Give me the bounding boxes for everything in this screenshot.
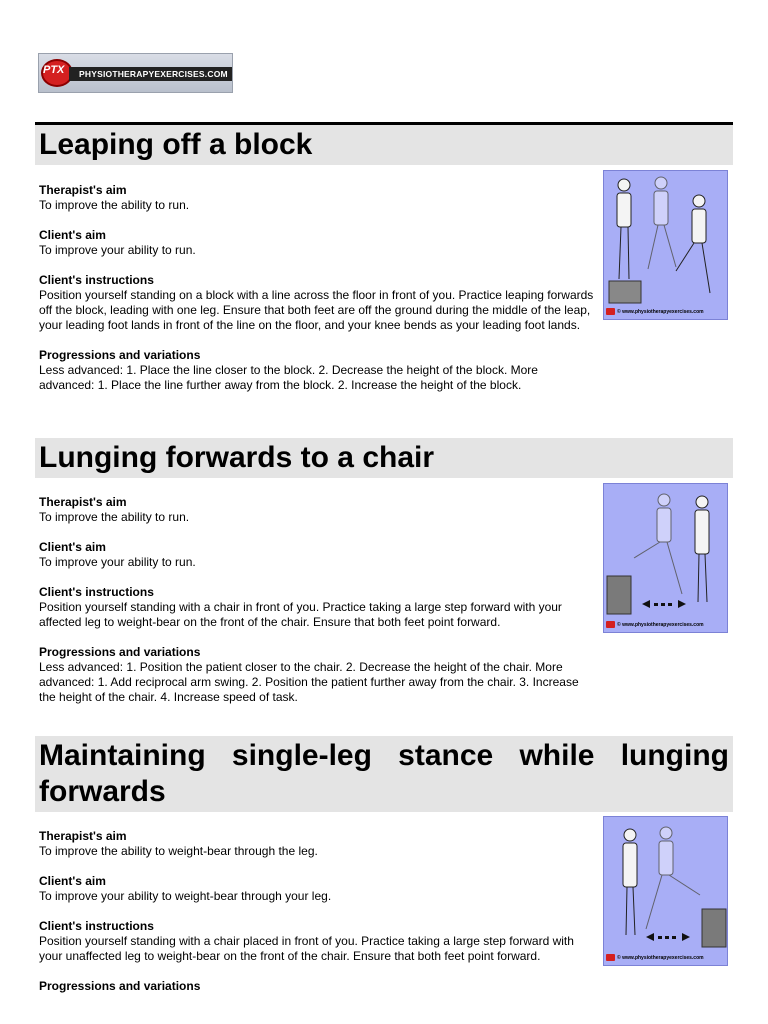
therapist-aim-text: To improve the ability to run. (39, 510, 190, 524)
single-leg-stance-figure-icon (604, 817, 728, 966)
section-title: Maintaining single-leg stance while lunging forwards (35, 736, 733, 812)
therapist-aim-label: Therapist's aim (39, 183, 127, 197)
progressions-label: Progressions and variations (39, 979, 201, 993)
image-credit: © www.physiotherapyexercises.com (606, 954, 724, 963)
exercise-illustration (603, 170, 728, 320)
instructions-text: Position yourself standing on a block with a line across the floor in front of you. Practice leaping forwards off the block, leading with one leg. Ensure that both feet are off the ground during the middle of the leap, your leading foot lands in front of the line on the floor, and your knee bends as your leading foot lands. (39, 288, 594, 332)
progressions-text: Less advanced: 1. Position the patient closer to the chair. 2. Decrease the height of the chair. More advanced: 1. Add reciprocal arm swing. 2. Position the patient further away from the chair. 3. Increase the height of the chair. 4. Increase speed of task. (39, 660, 579, 704)
image-credit: © www.physiotherapyexercises.com (606, 621, 724, 630)
section-title: Lunging forwards to a chair (35, 438, 733, 478)
client-aim-text: To improve your ability to run. (39, 555, 196, 569)
leaping-figure-icon (604, 171, 728, 320)
client-aim-text: To improve your ability to run. (39, 243, 196, 257)
exercise-details (39, 495, 595, 705)
progressions-text: Less advanced: 1. Place the line closer to the block. 2. Decrease the height of the block. More advanced: 1. Place the line further away from the block. 2. Increase the height of the block. (39, 363, 538, 392)
lunging-figure-icon (604, 484, 728, 633)
client-aim-text: To improve your ability to weight-bear through your leg. (39, 889, 332, 903)
instructions-label: Client's instructions (39, 585, 154, 599)
therapist-aim-label: Therapist's aim (39, 829, 127, 843)
therapist-aim-label: Therapist's aim (39, 495, 127, 509)
exercise-details (39, 183, 595, 393)
progressions-label: Progressions and variations (39, 348, 201, 362)
client-aim-label: Client's aim (39, 228, 106, 242)
client-aim-label: Client's aim (39, 874, 106, 888)
instructions-text: Position yourself standing with a chair placed in front of you. Practice taking a large step forward with your unaffected leg to weight-bear on the front of the chair. Ensure that both feet point forward. (39, 934, 574, 963)
ptx-badge-text: PTX (43, 64, 65, 76)
exercise-details (39, 829, 595, 994)
site-logo[interactable] (38, 53, 233, 93)
image-credit: © www.physiotherapyexercises.com (606, 308, 724, 317)
instructions-text: Position yourself standing with a chair in front of you. Practice taking a large step forward with your affected leg to weight-bear on the front of the chair. Ensure that both feet point forward. (39, 600, 562, 629)
therapist-aim-text: To improve the ability to weight-bear through the leg. (39, 844, 318, 858)
progressions-label: Progressions and variations (39, 645, 201, 659)
client-aim-label: Client's aim (39, 540, 106, 554)
instructions-label: Client's instructions (39, 919, 154, 933)
logo-text: PHYSIOTHERAPYEXERCISES.COM (69, 67, 232, 81)
instructions-label: Client's instructions (39, 273, 154, 287)
exercise-illustration (603, 816, 728, 966)
exercise-illustration (603, 483, 728, 633)
therapist-aim-text: To improve the ability to run. (39, 198, 190, 212)
section-title: Leaping off a block (35, 125, 733, 165)
